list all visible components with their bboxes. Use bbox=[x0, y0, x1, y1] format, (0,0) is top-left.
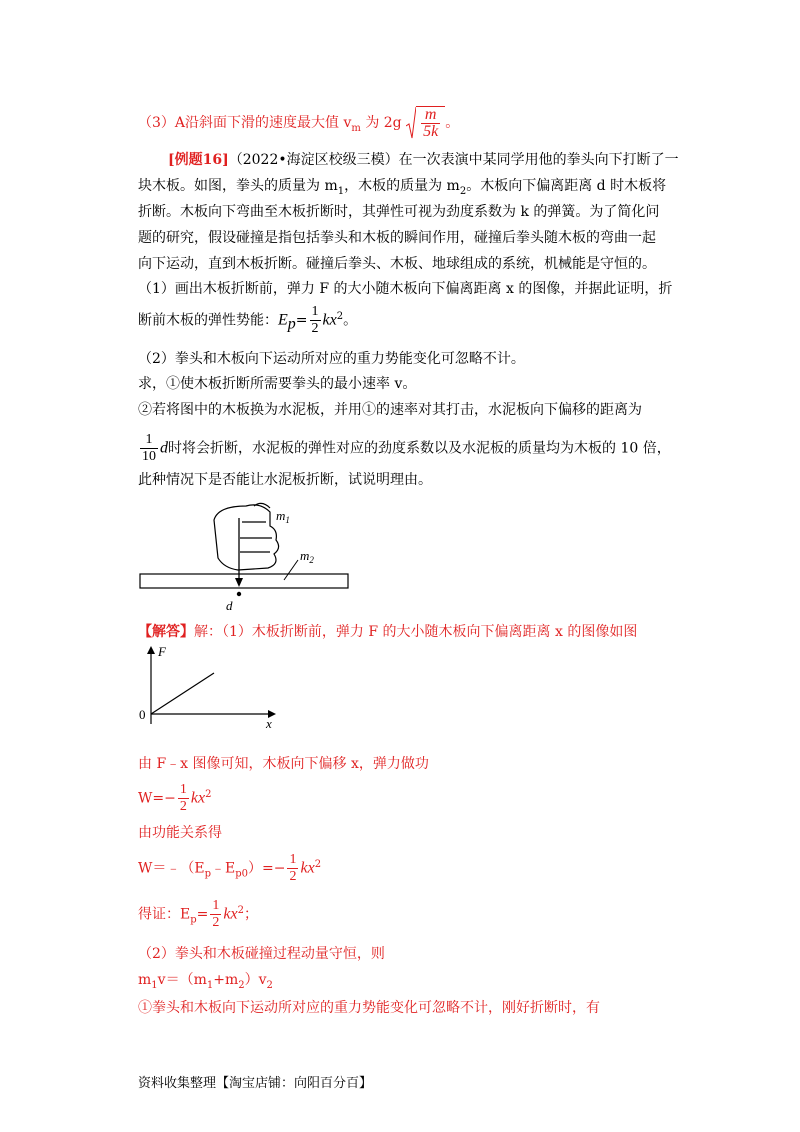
part2-line-2: 求，①使木板折断所需要拳头的最小速率 v。 bbox=[138, 376, 417, 392]
problem-line-5: 向下运动，直到木板折断。碰撞后拳头、木板、地球组成的系统，机械能是守恒的。 bbox=[138, 256, 656, 272]
x-axis-label: x bbox=[266, 716, 272, 731]
sqrt-expression bbox=[406, 106, 445, 140]
part2-line-4: $\frac{1}{10}$ d时将会折断，水泥板的弹性对应的劲度系数以及水泥板的质量均为木板的 10 倍， bbox=[142, 432, 671, 464]
solution-line-1: 【解答】解：（1）木板折断前，弹力 F 的大小随木板向下偏离距离 x 的图像如图 bbox=[138, 624, 638, 640]
problem-line-3: 折断。木板向下弯曲至木板折断时，其弹性可视为劲度系数为 k 的弹簧。为了简化问 bbox=[138, 204, 660, 220]
problem-line-2: 块木板。如图，拳头的质量为 $m_1$，木板的质量为 $m_2$。木板向下偏离距离 d 时木板将 bbox=[138, 178, 667, 197]
fraction-half: $\frac{1}{2}$ bbox=[179, 782, 187, 814]
label-m1: $m_1$ bbox=[276, 508, 290, 525]
m2-pointer bbox=[284, 560, 298, 580]
solution-part2-line-2: ①拳头和木板向下运动所对应的重力势能变化可忽略不计，刚好折断时，有 bbox=[138, 1000, 600, 1016]
label-m2: $m_2$ bbox=[300, 548, 314, 565]
y-axis-arrow-icon bbox=[147, 646, 155, 654]
solution-part2-line-1: （2）拳头和木板碰撞过程动量守恒，则 bbox=[138, 946, 385, 962]
fraction-tenth: $\frac{1}{10}$ bbox=[142, 432, 156, 464]
wooden-board bbox=[140, 574, 348, 588]
part1-line-1: （1）画出木板折断前，弹力 F 的大小随木板向下偏离距离 x 的图像，并据此证明，折 bbox=[138, 281, 673, 297]
part2-line-3: ②若将图中的木板换为水泥板，并用①的速率对其打击，水泥板向下偏移的距离为 bbox=[138, 402, 642, 418]
f-x-line bbox=[151, 673, 214, 714]
fist-board-figure bbox=[136, 498, 366, 618]
solution-proof: 得证：$E_p=$ $\frac{1}{2}$ $kx^2$； bbox=[138, 898, 258, 930]
d-marker-dot bbox=[237, 592, 241, 596]
part1-line-2: 断前木板的弹性势能：$E_p=$ $\frac{1}{2}$ $kx^2$。 bbox=[138, 304, 358, 336]
fraction-half: $\frac{1}{2}$ bbox=[311, 304, 319, 336]
solution-momentum: $m_1v=(m_1+m_2)v_2$ bbox=[138, 972, 273, 991]
solution-line-3: 由功能关系得 bbox=[138, 825, 222, 841]
solution-tag: 【解答】 bbox=[138, 624, 194, 640]
solution-w1: W=− $\frac{1}{2}$ $kx^2$ bbox=[138, 782, 212, 814]
part2-line-5: 此种情况下是否能让水泥板折断，试说明理由。 bbox=[138, 472, 432, 488]
y-axis-label: F bbox=[158, 644, 166, 659]
solution-w2: $W=﹣(E_p﹣E_{p0})=-$ $\frac{1}{2}$ $kx^2$ bbox=[138, 852, 322, 884]
sqrt-sign-icon bbox=[406, 106, 416, 140]
problem-tag: [例题16] bbox=[168, 152, 229, 168]
part2-line-1: （2）拳头和木板向下运动所对应的重力势能变化可忽略不计。 bbox=[138, 351, 525, 367]
label-d: d bbox=[226, 598, 233, 613]
solution-line-2: 由 F﹣x 图像可知，木板向下偏移 x，弹力做功 bbox=[138, 756, 429, 772]
force-arrow-head bbox=[235, 578, 243, 587]
fraction-half: $\frac{1}{2}$ bbox=[289, 852, 297, 884]
sqrt-fraction: $\frac{m}{5k}$ bbox=[423, 106, 439, 140]
q3-answer: （3）A沿斜面下滑的速度最大值 $v_m$ 为 2g $\frac{m}{5k}$ 。 bbox=[138, 106, 460, 140]
page-footer: 资料收集整理【淘宝店铺：向阳百分百】 bbox=[138, 1076, 373, 1091]
fist-icon bbox=[214, 503, 279, 570]
problem-line-1: [例题16]（2022•海淀区校级三模）在一次表演中某同学用他的拳头向下打断了一 bbox=[168, 152, 679, 168]
f-x-graph bbox=[136, 644, 286, 734]
fraction-half: $\frac{1}{2}$ bbox=[212, 898, 220, 930]
problem-line-4: 题的研究，假设碰撞是指包括拳头和木板的瞬间作用，碰撞后拳头随木板的弯曲一起 bbox=[138, 230, 656, 246]
origin-label: 0 bbox=[139, 707, 146, 722]
